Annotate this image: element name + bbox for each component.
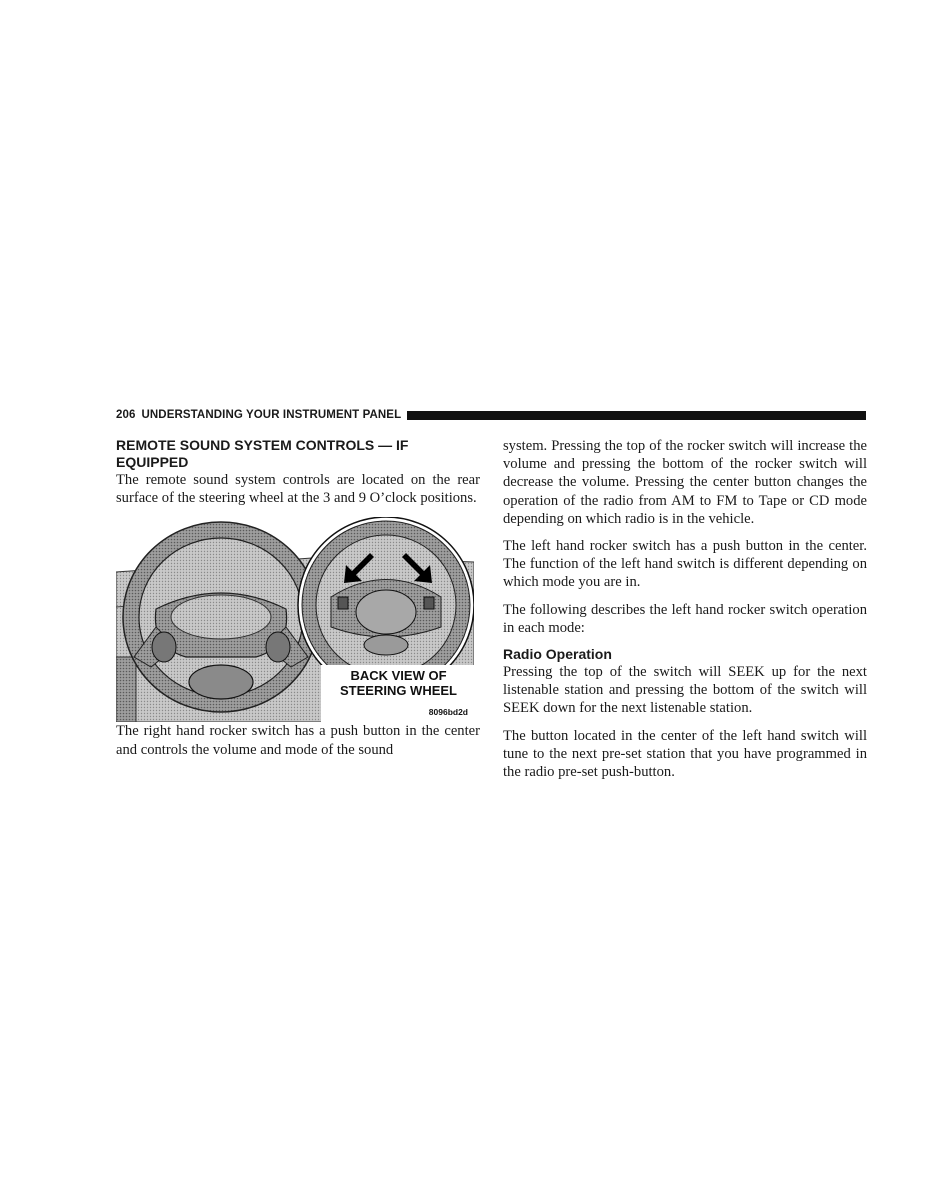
- page-number: 206: [116, 409, 136, 421]
- preset-paragraph: The button located in the center of the left hand switch will tune to the next pre-set station that you have programmed in the radio pre-set push-button.: [503, 727, 867, 781]
- right-column: [503, 437, 867, 781]
- left-switch-paragraph: The left hand rocker switch has a push button in the center. The function of the left hand switch is different depending on which mode you are in.: [503, 538, 867, 591]
- caption-line-2: STEERING WHEEL: [339, 683, 457, 699]
- left-column: [116, 437, 480, 759]
- section-heading: REMOTE SOUND SYSTEM CONTROLS — IF EQUIPPED: [116, 437, 409, 470]
- caption-line-1: BACK VIEW OF: [350, 668, 447, 684]
- radio-operation-heading: Radio Operation: [503, 646, 612, 663]
- right-switch-paragraph: The right hand rocker switch has a push button in the center and controls the volume and mode of the sound: [116, 723, 480, 758]
- figure-caption: [326, 668, 471, 698]
- seek-paragraph: Pressing the top of the switch will SEEK up for the next listenable station and pressing the bottom of the switch will SEEK down for the next listenable station.: [503, 664, 867, 717]
- steering-wheel-figure: [116, 517, 474, 722]
- continued-paragraph: system. Pressing the top of the rocker switch will increase the volume and pressing the bottom of the rocker switch will decrease the volume. Pressing the center button changes the operation of the radio from AM to FM to Tape or CD mode depending on which radio is in the vehicle.: [503, 438, 867, 527]
- page-header: [116, 408, 866, 422]
- header-rule: [407, 411, 866, 420]
- figure-code: 8096bd2d: [428, 707, 468, 718]
- modes-intro-paragraph: The following describes the left hand rocker switch operation in each mode:: [503, 601, 867, 636]
- section-title: UNDERSTANDING YOUR INSTRUMENT PANEL: [141, 409, 402, 421]
- intro-paragraph: The remote sound system controls are located on the rear surface of the steering wheel at the 3 and 9 O’clock positions.: [116, 472, 480, 507]
